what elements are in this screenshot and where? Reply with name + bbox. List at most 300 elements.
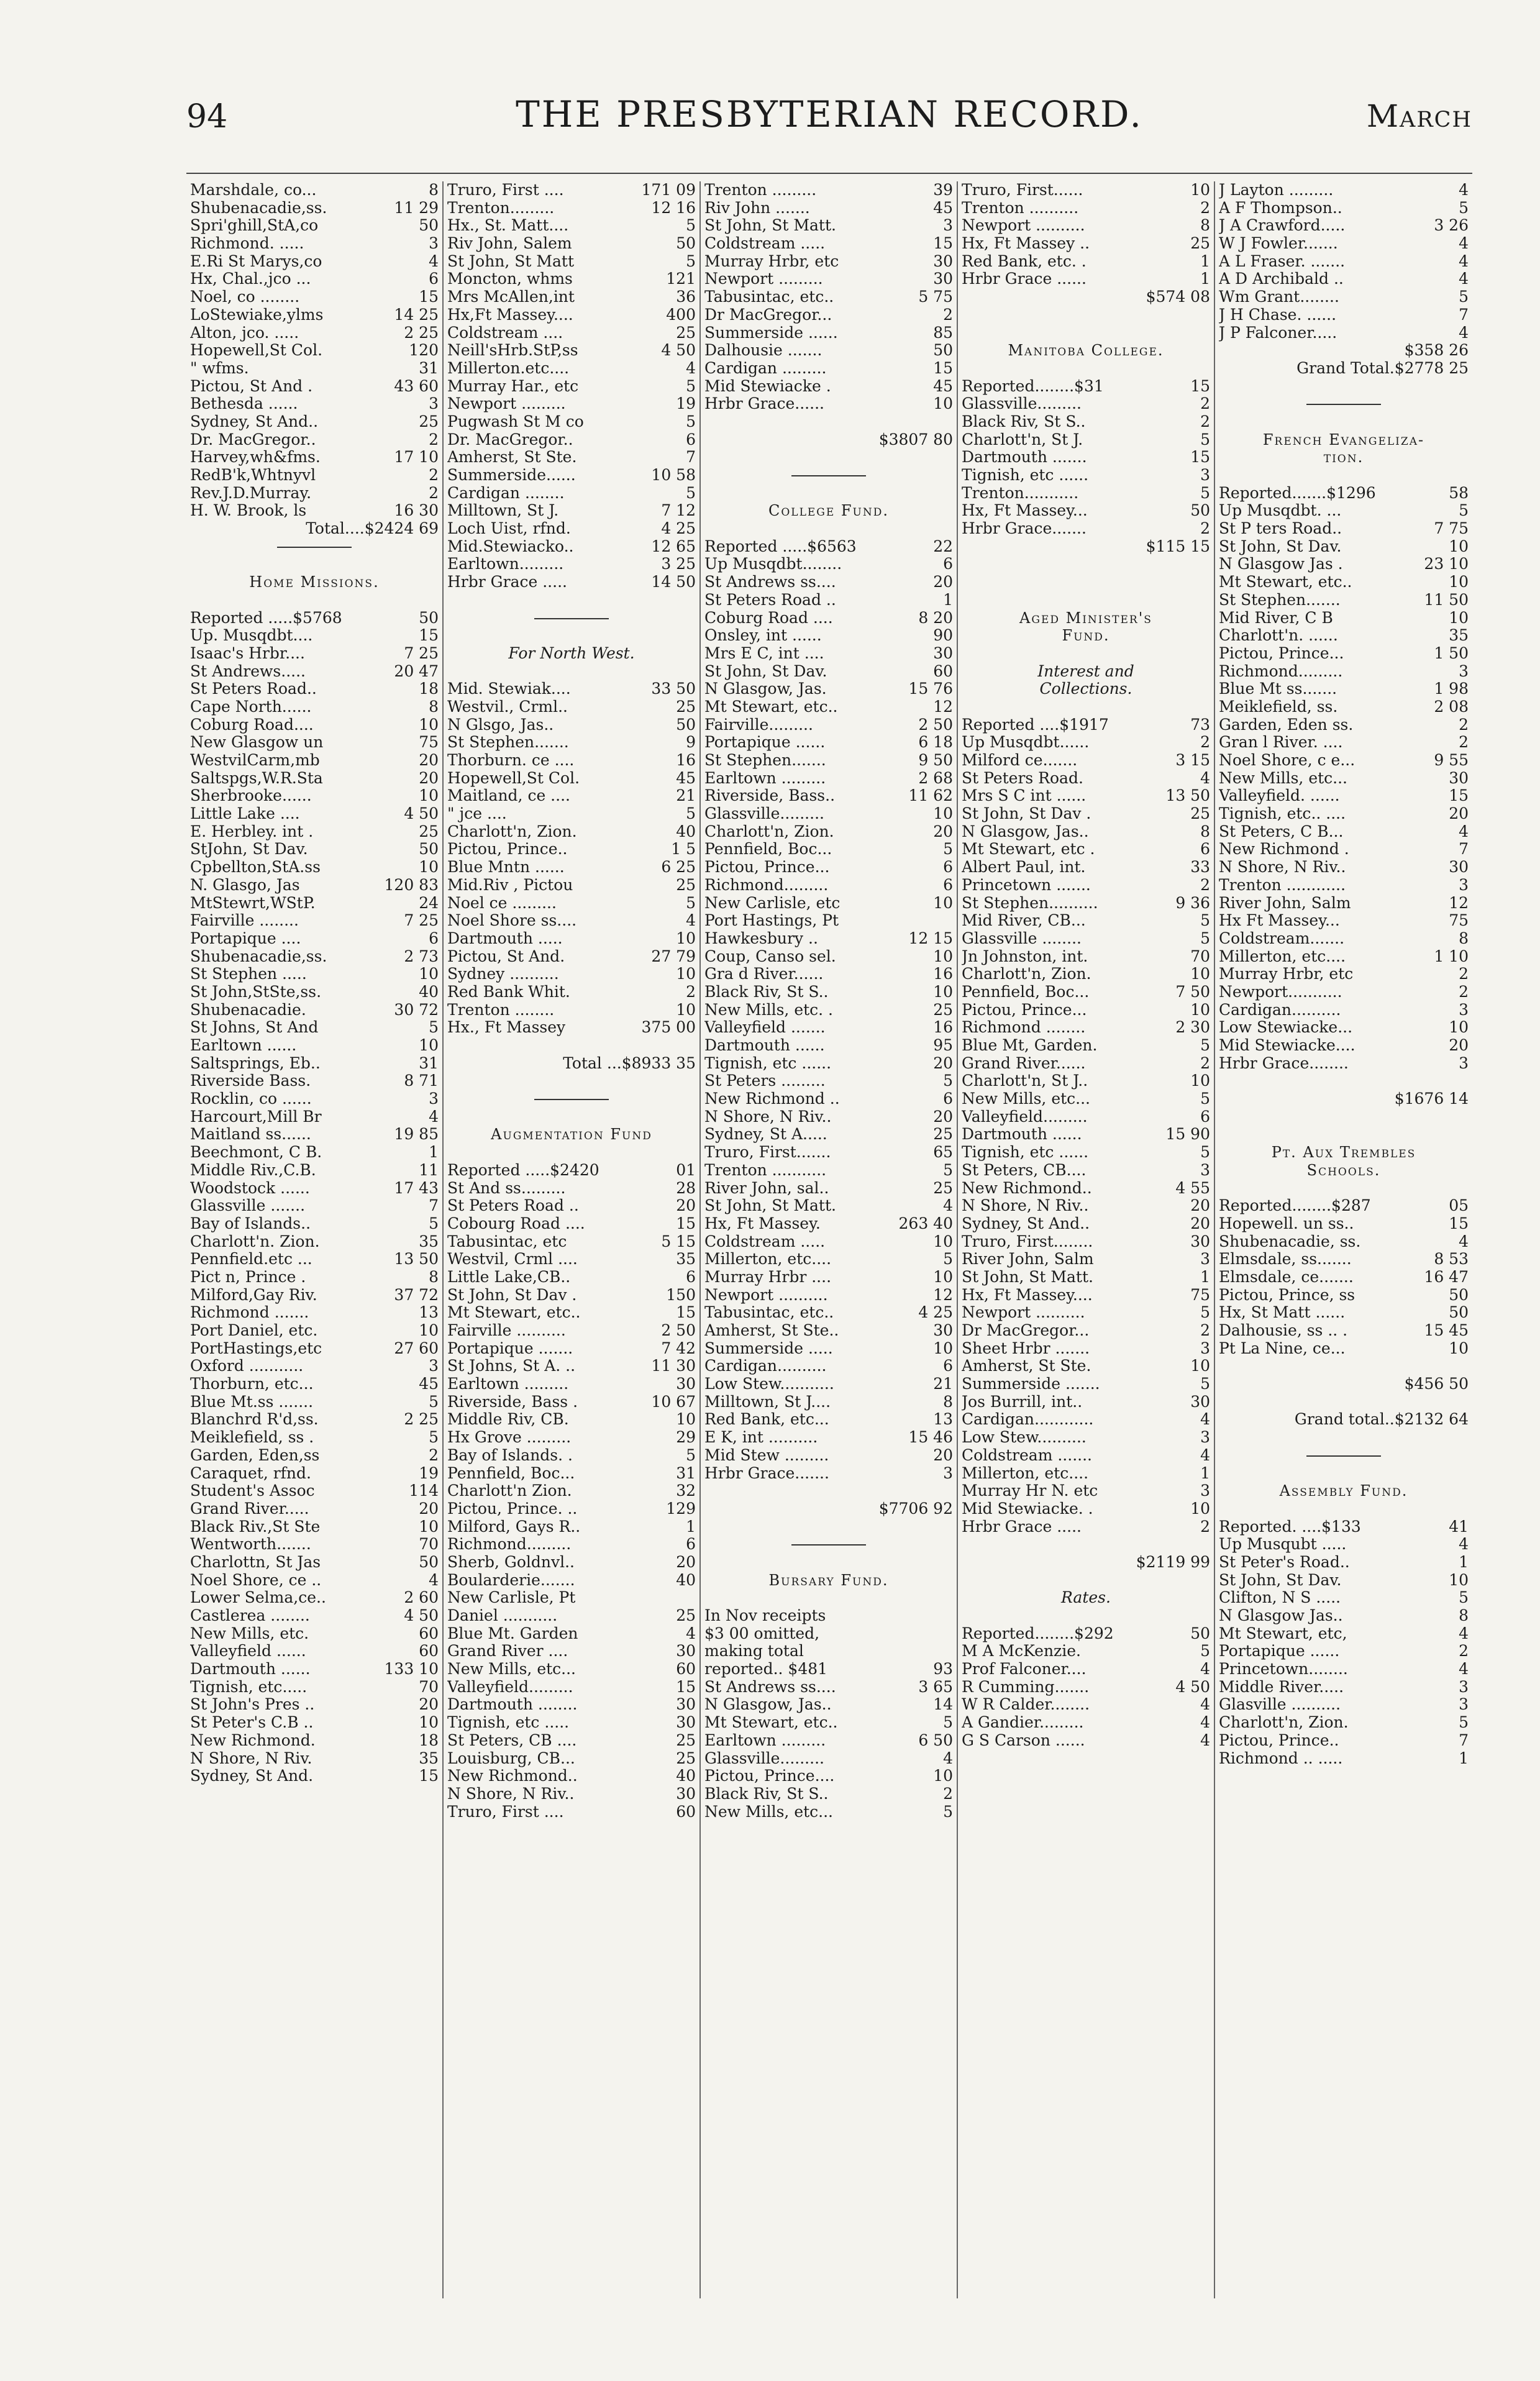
entry-amount: 4 25 (918, 1304, 953, 1322)
entry-amount: 4 50 (404, 805, 439, 823)
ledger-entry (704, 360, 953, 378)
entry-name: Cardigan ......... (704, 359, 827, 377)
entry-name: Black Riv, St S.. (962, 412, 1086, 430)
entry-name: Reported........$31 (962, 377, 1104, 395)
entry-name: J Layton ......... (1219, 181, 1334, 199)
entry-amount: 3 (429, 395, 439, 413)
entry-amount: 15 (419, 288, 439, 306)
entry-name: St Peters, CB.... (962, 1161, 1087, 1179)
entry-name: St John, St Dav. (1219, 537, 1342, 555)
ledger-entry (447, 1536, 696, 1554)
ledger-entry (962, 1500, 1210, 1518)
entry-amount: 10 58 (651, 467, 696, 484)
entry-amount: 60 (933, 662, 953, 680)
entry-name: Milford,Gay Riv. (190, 1286, 317, 1304)
entry-amount: 20 (1190, 1214, 1210, 1232)
entry-amount: 28 (676, 1179, 696, 1197)
entry-name: Mid Stew ......... (704, 1446, 829, 1464)
ledger-entry (704, 1732, 953, 1750)
entry-amount: 8 (429, 181, 439, 199)
ledger-entry (1219, 680, 1469, 698)
entry-amount: 8 (429, 1268, 439, 1286)
spacer (704, 1482, 953, 1500)
entry-name: St Stephen.......... (962, 894, 1098, 912)
entry-name: N Glasgow, Jas. (704, 680, 827, 698)
entry-name: Cardigan ........ (447, 484, 565, 502)
entry-amount: 7 (1459, 840, 1469, 858)
entry-name: R Cumming....... (962, 1678, 1090, 1696)
entry-amount: 20 (933, 1108, 953, 1126)
entry-name: Newport .......... (962, 217, 1085, 235)
entry-name: N. Glasgo, Jas (190, 876, 300, 894)
ledger-entry (1219, 840, 1469, 858)
entry-amount: 7 50 (1175, 983, 1210, 1001)
entry-amount: 5 (1459, 1589, 1469, 1607)
entry-name: Middle Riv.,C.B. (190, 1161, 316, 1179)
entry-amount: 2 (1200, 1518, 1210, 1536)
entry-amount: 35 (676, 1250, 696, 1268)
ledger-entry (447, 787, 696, 805)
entry-amount: 7 (686, 448, 696, 467)
ledger-entry (190, 876, 439, 895)
section-heading (1219, 1162, 1469, 1180)
entry-amount: 7 12 (661, 502, 696, 520)
entry-amount: 45 (419, 1375, 439, 1393)
entry-amount: 2 (1459, 734, 1469, 752)
ledger-entry (190, 663, 439, 681)
ledger-entry (447, 520, 696, 538)
ledger-entry (704, 1411, 953, 1429)
ledger-entry (447, 895, 696, 913)
entry-amount: 5 (686, 252, 696, 270)
ledger-entry (190, 448, 439, 467)
ledger-entry (962, 1429, 1210, 1447)
entry-amount: 3 (1200, 1339, 1210, 1357)
entry-amount: 10 (933, 395, 953, 413)
entry-name: Black Riv.,St Ste (190, 1518, 321, 1536)
entry-amount: 58 (1449, 484, 1469, 502)
entry-name: Trenton ......... (704, 181, 817, 199)
entry-name: Mrs McAllen,int (447, 288, 575, 306)
entry-name: Loch Uist, rfnd. (447, 520, 571, 538)
ledger-entry (190, 770, 439, 788)
entry-amount: 45 (933, 199, 953, 217)
ledger-entry (447, 324, 696, 342)
spacer (1219, 413, 1469, 431)
entry-amount: 50 (419, 609, 439, 627)
entry-amount: 150 (666, 1286, 696, 1304)
ledger-entry (447, 1429, 696, 1447)
entry-name: Shubenacadie,ss. (190, 947, 327, 965)
entry-amount: 18 (419, 1731, 439, 1749)
ledger-entry (447, 1340, 696, 1358)
entry-amount: 45 (933, 377, 953, 395)
entry-name: Milltown, St J.... (704, 1393, 831, 1411)
ledger-entry (1219, 485, 1469, 503)
entry-name: Meiklefield, ss . (190, 1429, 314, 1447)
ledger-entry (190, 1055, 439, 1073)
ledger-entry (190, 1625, 439, 1643)
ledger-entry (447, 1750, 696, 1768)
ledger-entry (962, 1037, 1210, 1055)
entry-amount: 7 25 (404, 912, 439, 930)
entry-amount: 2 (429, 484, 439, 502)
spacer (447, 627, 696, 645)
entry-name: " wfms. (190, 359, 249, 377)
ledger-entry (1219, 324, 1469, 342)
entry-amount: 12 (933, 698, 953, 716)
entry-name: Mid River, CB... (962, 912, 1086, 930)
entry-name: Dartmouth ....... (962, 448, 1087, 467)
total-amount: $7706 92 (878, 1500, 953, 1518)
entry-name: N Glasgow, Jas.. (962, 822, 1089, 840)
entry-amount: 5 (1200, 929, 1210, 947)
entry-amount: 2 (1200, 1322, 1210, 1339)
entry-name: New Richmond . (1219, 840, 1349, 858)
entry-name: Sydney, St And.. (190, 412, 319, 430)
entry-amount: 73 (1190, 716, 1210, 734)
ledger-entry (447, 1180, 696, 1198)
page-header (186, 93, 1472, 149)
entry-amount: 2 50 (661, 1322, 696, 1339)
entry-amount: 25 (676, 1749, 696, 1767)
ledger-entry (1219, 965, 1469, 983)
entry-amount: 20 (419, 752, 439, 769)
entry-name: Dalhousie ....... (704, 342, 822, 360)
ledger-entry (1219, 805, 1469, 823)
ledger-entry (962, 1250, 1210, 1268)
entry-name: Grand River...... (962, 1054, 1086, 1072)
ledger-entry (1219, 1625, 1469, 1643)
entry-amount: 3 (1459, 1054, 1469, 1072)
ledger-entry (704, 609, 953, 627)
entry-amount: 21 (676, 787, 696, 805)
entry-amount: 129 (666, 1500, 696, 1518)
entry-amount: 95 (933, 1037, 953, 1054)
entry-amount: 10 (1190, 1001, 1210, 1019)
ledger-entry (704, 930, 953, 948)
ledger-entry (447, 876, 696, 895)
ledger-entry (190, 485, 439, 503)
ledger-entry (704, 823, 953, 841)
entry-amount: 12 (933, 1286, 953, 1304)
entry-name: Newport........... (1219, 983, 1342, 1001)
ledger-entry (190, 1536, 439, 1554)
entry-amount: 4 (686, 1624, 696, 1642)
entry-amount: 263 40 (898, 1214, 953, 1232)
ledger-entry (704, 1375, 953, 1393)
entry-name: A F Thompson.. (1219, 199, 1342, 217)
ledger-entry (962, 395, 1210, 413)
entry-name: Amherst, St Ste. (962, 1357, 1091, 1375)
ledger-entry (190, 734, 439, 752)
entry-amount: 4 (943, 1749, 953, 1767)
ledger-entry (704, 1001, 953, 1019)
entry-name: New Carlisle, etc (704, 894, 841, 912)
entry-amount: 5 (943, 1803, 953, 1821)
entry-amount: 10 (419, 716, 439, 734)
entry-name: Pictou, Prince... (1219, 644, 1344, 662)
entry-name: N Glasgow Jas.. (1219, 1607, 1343, 1624)
total-amount: Total ...$8933 35 (563, 1054, 696, 1072)
entry-amount: 5 (943, 1250, 953, 1268)
entry-name: Saltsprings, Eb.. (190, 1054, 321, 1072)
entry-amount: 2 68 (918, 769, 953, 787)
heading-text: Interest and (1037, 662, 1134, 680)
ledger-entry (962, 1126, 1210, 1144)
entry-amount: 30 (676, 1785, 696, 1803)
entry-name: N Shore, N Riv.. (962, 1197, 1089, 1215)
ledger-entry (447, 1554, 696, 1572)
entry-name: Trenton......... (447, 199, 555, 217)
entry-name: Truro, First....... (704, 1144, 831, 1162)
entry-amount: 5 (686, 412, 696, 430)
entry-amount: 4 (1459, 1660, 1469, 1678)
ledger-entry (962, 1393, 1210, 1411)
total-amount: $3807 80 (878, 430, 953, 448)
entry-name: Charlottn, St Jas (190, 1553, 321, 1571)
entry-amount: 31 (419, 1054, 439, 1072)
entry-amount: 5 (1200, 912, 1210, 930)
entry-name: Lower Selma,ce.. (190, 1589, 326, 1607)
entry-name: Hopewell. un ss.. (1219, 1214, 1354, 1232)
entry-amount: 16 30 (394, 502, 439, 520)
entry-amount: 35 (1449, 627, 1469, 645)
entry-amount: 4 (1200, 1714, 1210, 1732)
ledger-entry (704, 1180, 953, 1198)
entry-amount: 10 (419, 858, 439, 876)
ledger-entry (704, 1162, 953, 1180)
ledger-entry (190, 609, 439, 627)
ledger-entry (1219, 1340, 1469, 1358)
entry-name: N Shore, N Riv.. (447, 1785, 575, 1803)
spacer (1219, 378, 1469, 396)
entry-name: Cape North...... (190, 698, 312, 716)
entry-name: Hrbr Grace....... (962, 520, 1087, 538)
entry-name: Riverside, Bass.. (704, 787, 836, 805)
entry-amount: 5 (943, 840, 953, 858)
ledger-entry (962, 823, 1210, 841)
entry-amount: 15 (1449, 1214, 1469, 1232)
entry-name: St Andrews..... (190, 662, 306, 680)
ledger-entry (190, 1001, 439, 1019)
entry-amount: 5 (1200, 1090, 1210, 1108)
entry-amount: 20 (933, 822, 953, 840)
entry-name: Blue Mt, Garden. (962, 1037, 1098, 1054)
spacer (962, 1607, 1210, 1625)
entry-amount: 90 (933, 627, 953, 645)
entry-name: Coldstream ....... (962, 1446, 1092, 1464)
entry-name: J A Crawford..... (1219, 217, 1346, 235)
issue-month: March (1366, 98, 1472, 134)
ledger-entry (1219, 734, 1469, 752)
ledger-entry (704, 1714, 953, 1732)
entry-name: Murray Hr N. etc (962, 1482, 1098, 1500)
entry-amount: 4 25 (661, 520, 696, 538)
entry-amount: 6 (943, 1090, 953, 1108)
entry-amount: 1 (1200, 270, 1210, 288)
entry-amount (692, 1589, 696, 1607)
ledger-entry (190, 1215, 439, 1233)
ledger-entry (447, 1162, 696, 1180)
entry-amount: 2 (686, 983, 696, 1001)
entry-amount: 9 36 (1175, 894, 1210, 912)
entry-amount: 3 (429, 1090, 439, 1108)
ledger-entry (447, 752, 696, 770)
entry-amount: 2 (1459, 965, 1469, 983)
ledger-entry (962, 930, 1210, 948)
entry-name: Dartmouth ...... (190, 1660, 311, 1678)
ledger-entry (962, 1090, 1210, 1108)
ledger-entry (704, 270, 953, 288)
entry-name: Tignish, etc..... (190, 1678, 308, 1696)
entry-name: Reported.......$1296 (1219, 484, 1376, 502)
entry-amount: 6 (1200, 840, 1210, 858)
entry-amount: 50 (419, 840, 439, 858)
entry-amount: 30 (933, 252, 953, 270)
ledger-entry (704, 1785, 953, 1803)
entry-amount: 1 (1200, 1464, 1210, 1482)
heading-text: Assembly Fund. (1279, 1482, 1408, 1500)
entry-amount: 2 60 (404, 1589, 439, 1607)
entry-name: Port Daniel, etc. (190, 1322, 318, 1339)
ledger-entry (190, 1322, 439, 1340)
entry-name: St John, St Dav . (962, 805, 1091, 823)
entry-amount: 20 (1449, 1037, 1469, 1054)
entry-name: St Stephen ..... (190, 965, 307, 983)
entry-name: Pictou, Prince... (962, 1001, 1087, 1019)
ledger-entry (704, 1429, 953, 1447)
entry-amount: 15 45 (1424, 1322, 1469, 1339)
total-line (1219, 1090, 1469, 1108)
entry-amount: 4 (1459, 324, 1469, 342)
ledger-entry (962, 1055, 1210, 1073)
entry-amount: 3 (429, 1357, 439, 1375)
entry-amount: 10 (676, 1411, 696, 1429)
entry-name: Grand River .... (447, 1642, 568, 1660)
ledger-entry (1219, 502, 1469, 520)
entry-amount: 15 (933, 359, 953, 377)
entry-amount: 16 (933, 1019, 953, 1037)
ledger-entry (704, 288, 953, 306)
entry-name: Hx, Chal.,jco ... (190, 270, 311, 288)
entry-amount: 3 65 (918, 1678, 953, 1696)
ledger-entry (1219, 1019, 1469, 1037)
entry-amount: 1 (429, 1144, 439, 1162)
entry-name: $3 00 omitted, (704, 1624, 820, 1642)
entry-name: Mid.Stewiacko.. (447, 537, 574, 555)
entry-amount: 13 (933, 1411, 953, 1429)
entry-name: Amherst, St Ste.. (704, 1322, 839, 1339)
entry-name: Meiklefield, ss. (1219, 698, 1338, 716)
entry-amount: 50 (1449, 1304, 1469, 1322)
ledger-entry (447, 1411, 696, 1429)
ledger-entry (447, 1286, 696, 1304)
entry-name: Portapique .... (190, 929, 301, 947)
entry-name: Hrbr Grace ..... (447, 573, 567, 591)
ledger-entry (962, 1268, 1210, 1286)
entry-name: Summerside...... (447, 467, 576, 484)
ledger-entry (1219, 1286, 1469, 1304)
entry-amount: 5 (429, 1214, 439, 1232)
entry-amount: 10 (1449, 1339, 1469, 1357)
entry-name: Spri'ghill,StA,co (190, 217, 319, 235)
entry-name: Portapique ...... (1219, 1642, 1340, 1660)
spacer (447, 591, 696, 609)
ledger-entry (447, 485, 696, 503)
ledger-entry (704, 912, 953, 930)
entry-name: Trenton .......... (962, 199, 1079, 217)
ledger-entry (190, 627, 439, 645)
ledger-entry (447, 413, 696, 431)
entry-amount: 40 (676, 1571, 696, 1589)
entry-name: Newport .......... (704, 1286, 828, 1304)
entry-name: J P Falconer..... (1219, 324, 1337, 342)
entry-name: Valleyfield......... (447, 1678, 573, 1696)
entry-name: Thorburn. ce .... (447, 752, 575, 769)
entry-amount: 6 (429, 270, 439, 288)
entry-name: St Peters ......... (704, 1072, 826, 1090)
entry-name: Caraquet, rfnd. (190, 1464, 311, 1482)
section-subheading (962, 680, 1210, 698)
entry-name: H. W. Brook, ls (190, 502, 307, 520)
entry-name: Newport ......... (704, 270, 823, 288)
entry-name: Earltown ...... (190, 1037, 297, 1054)
entry-amount: 5 (429, 1019, 439, 1037)
entry-amount: 85 (933, 324, 953, 342)
entry-name: Garden, Eden,ss (190, 1446, 320, 1464)
ledger-entry (190, 342, 439, 360)
ledger-entry (1219, 288, 1469, 306)
ledger-entry (962, 413, 1210, 431)
ledger-entry (1219, 1197, 1469, 1215)
entry-name: Middle Riv, CB. (447, 1411, 569, 1429)
ledger-entry (704, 1233, 953, 1251)
ledger-entry (704, 1215, 953, 1233)
ledger-entry (1219, 1037, 1469, 1055)
entry-name: N Shore, N Riv.. (1219, 858, 1346, 876)
ledger-entry (1219, 716, 1469, 734)
ledger-entry (447, 930, 696, 948)
ledger-entry (1219, 787, 1469, 805)
entry-amount: 2 (1200, 876, 1210, 894)
section-heading (962, 342, 1210, 360)
entry-name: Tignish, etc ...... (962, 467, 1089, 484)
ledger-entry (447, 1197, 696, 1215)
ledger-entry (447, 1019, 696, 1037)
entry-amount: 4 (1459, 1232, 1469, 1250)
ledger-entry (190, 502, 439, 520)
ledger-entry (190, 1732, 439, 1750)
ledger-entry (447, 1607, 696, 1625)
entry-name: Isaac's Hrbr.... (190, 644, 305, 662)
entry-name: Up Musqdbt. ... (1219, 502, 1342, 520)
entry-name: Noel, co ........ (190, 288, 300, 306)
ledger-entry (190, 645, 439, 663)
entry-amount: 3 (1200, 467, 1210, 484)
entry-name: St John, St Dav . (447, 1286, 577, 1304)
spacer (962, 573, 1210, 591)
ledger-entry (447, 1767, 696, 1785)
entry-amount: 10 (1449, 573, 1469, 591)
entry-name: Sherbrooke...... (190, 787, 312, 805)
ledger-entry (704, 983, 953, 1001)
ledger-entry (962, 1286, 1210, 1304)
ledger-entry (962, 716, 1210, 734)
ledger-entry (962, 805, 1210, 823)
entry-amount: 5 (1200, 484, 1210, 502)
entry-name: " jce .... (447, 805, 507, 823)
